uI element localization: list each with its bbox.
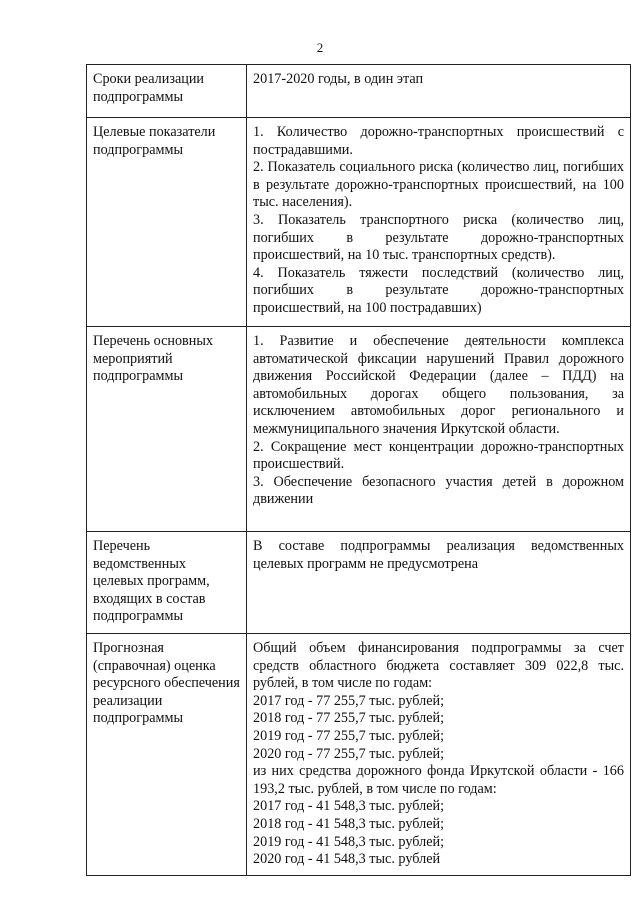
table-row-targets [87,118,631,327]
row-label-finance: Прогнозная (справочная) оценка ресурсного обеспечения реализации подпрограммы [87,634,247,876]
row-label-measures: Перечень основных мероприятий подпрограммы [87,327,247,532]
table-row-programs [87,532,631,634]
row-value-measures [247,327,631,532]
table-row-finance [87,634,631,876]
row-value-targets [247,118,631,327]
road-fund-2019: 2019 год - 41 548,3 тыс. рублей; [253,833,445,850]
measure-3: 3. Обеспечение безопасного участия детей в дорожном движении [253,473,624,508]
road-fund-2020: 2020 год - 41 548,3 тыс. рублей [253,851,441,868]
road-fund-total: из них средства дорожного фонда Иркутской области - 166 193,2 тыс. рублей, в том числе по годам: [253,763,624,797]
row-label-programs: Перечень ведомственных целевых программ, входящих в состав подпрограммы [87,532,247,634]
subprogram-passport-table [86,64,631,876]
target-indicator-1: 1. Количество дорожно-транспортных происшествий с пострадавшими. [253,124,624,158]
finance-total: Общий объем финансирования подпрограммы за счет средств областного бюджета составляет 309 022,8 тыс. рублей, в том числе по годам: [253,640,624,692]
target-indicator-2: 2. Показатель социального риска (количество лиц, погибших в результате дорожно-транспортных происшествий, на 100 тыс. населения). [253,159,624,211]
measure-2: 2. Сокращение мест концентрации дорожно-транспортных происшествий. [253,438,624,473]
road-fund-2017: 2017 год - 41 548,3 тыс. рублей; [253,798,445,815]
row-label-targets: Целевые показатели подпрограммы [87,118,247,327]
row-value-finance [247,634,631,876]
page-number: 2 [316,40,324,55]
road-fund-2018: 2018 год - 41 548,3 тыс. рублей; [253,815,445,832]
row-value-programs [247,532,631,634]
programs-text: В составе подпрограммы реализация ведомственных целевых программ не предусмотрена [253,538,624,572]
table-row-terms [87,65,631,118]
terms-text: 2017-2020 годы, в один этап [253,71,424,87]
target-indicator-3: 3. Показатель транспортного риска (количество лиц, погибших в результате дорожно-транспортных происшествий, на 10 тыс. транспортных средств). [253,211,624,264]
row-value-terms [247,65,631,118]
row-label-terms: Сроки реализации подпрограммы [87,65,247,118]
table-row-measures [87,327,631,532]
finance-2020: 2020 год - 77 255,7 тыс. рублей; [253,745,445,762]
finance-2018: 2018 год - 77 255,7 тыс. рублей; [253,710,445,727]
target-indicator-4: 4. Показатель тяжести последствий (количество лиц, погибших в результате дорожно-транспортных происшествий, на 100 пострадавших) [253,264,624,316]
finance-2017: 2017 год - 77 255,7 тыс. рублей; [253,692,445,709]
finance-2019: 2019 год - 77 255,7 тыс. рублей; [253,727,445,744]
measure-1: 1. Развитие и обеспечение деятельности комплекса автоматической фиксации нарушений Правил дорожного движения Российской Федерации (далее – ПДД) на автомобильных дорогах общего пользования, за исключением автомобильных дорог регионального и межмуниципального значения Иркутской области. [253,333,624,437]
